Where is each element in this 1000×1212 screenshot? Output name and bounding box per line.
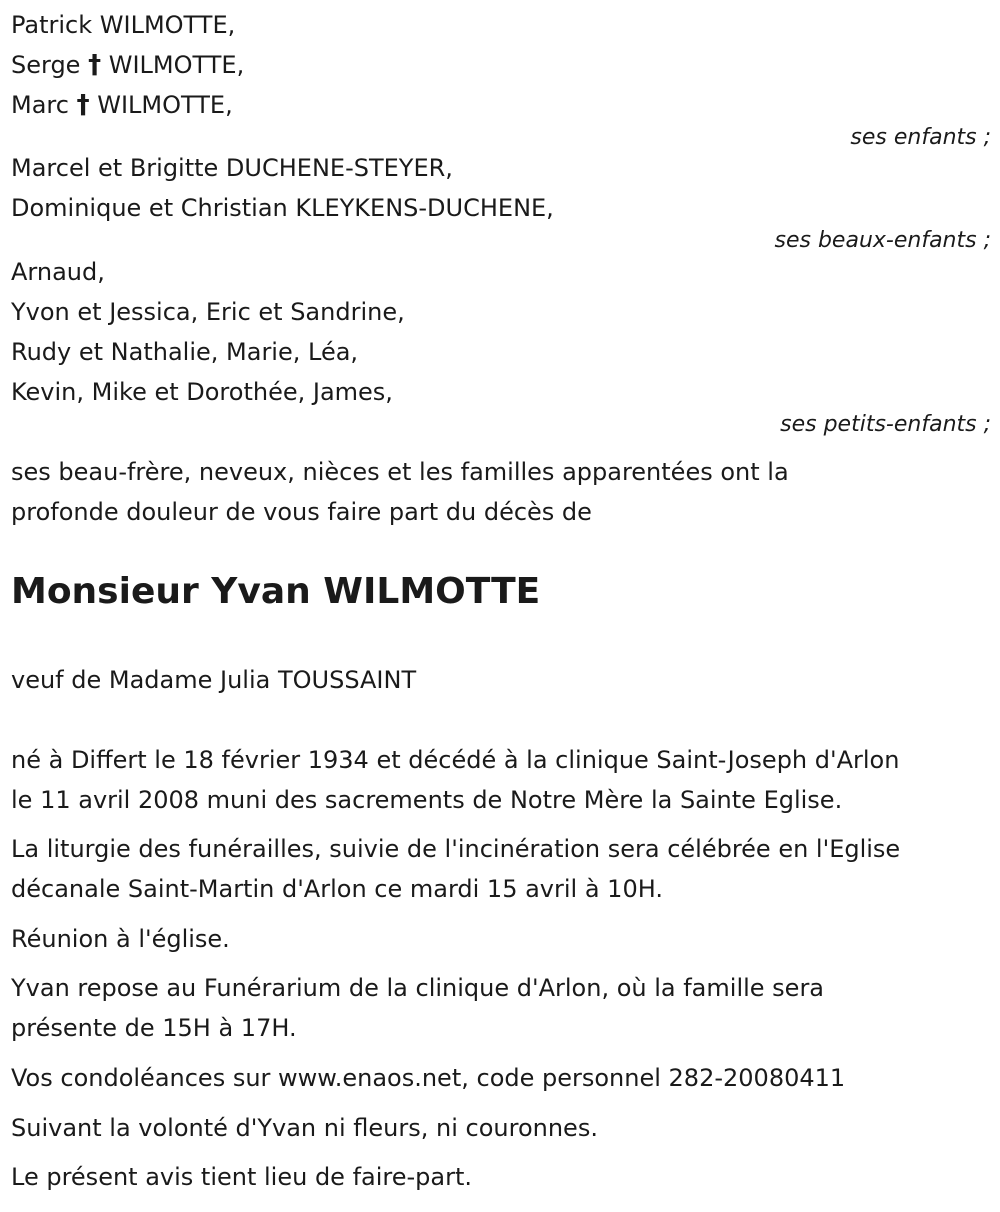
rest-line: Yvan repose au Funérarium de la clinique d'Arlon, où la famille sera — [11, 974, 825, 1002]
meeting-line: Réunion à l'église. — [11, 925, 230, 953]
intro-line: ses beau-frère, neveux, nièces et les familles apparentées ont la — [11, 458, 789, 486]
child-line — [11, 45, 991, 85]
relation-label: ses petits-enfants ; — [780, 412, 991, 437]
condolences-line: Vos condoléances sur www.enaos.net, code personnel 282-20080411 — [11, 1064, 846, 1092]
deceased-name: Monsieur Yvan WILMOTTE — [11, 571, 541, 612]
child-line — [11, 5, 991, 45]
notice-line: Le présent avis tient lieu de faire-part. — [11, 1163, 473, 1191]
birth-death-paragraph — [11, 740, 991, 820]
grandchild-line: Yvon et Jessica, Eric et Sandrine, — [11, 298, 405, 326]
relation-label: ses beaux-enfants ; — [774, 228, 991, 253]
liturgy-paragraph — [11, 829, 991, 909]
child-first-name: Patrick — [11, 11, 93, 39]
cross-icon: † — [76, 90, 90, 120]
flowers-line: Suivant la volonté d'Yvan ni fleurs, ni couronnes. — [11, 1114, 598, 1142]
grandchildren-section — [11, 252, 991, 438]
grandchild-line: Kevin, Mike et Dorothée, James, — [11, 378, 393, 406]
in-law-line: Dominique et Christian KLEYKENS-DUCHENE, — [11, 194, 554, 222]
intro-line: profonde douleur de vous faire part du décès de — [11, 498, 592, 526]
rest-paragraph — [11, 968, 991, 1048]
cross-icon: † — [88, 50, 102, 80]
grandchild-line: Rudy et Nathalie, Marie, Léa, — [11, 338, 359, 366]
birth-death-line: le 11 avril 2008 muni des sacrements de Notre Mère la Sainte Eglise. — [11, 786, 843, 814]
liturgy-line: La liturgie des funérailles, suivie de l'incinération sera célébrée en l'Eglise — [11, 835, 901, 863]
widower-line: veuf de Madame Julia TOUSSAINT — [11, 666, 417, 694]
in-laws-section — [11, 148, 991, 254]
child-line — [11, 85, 991, 125]
child-last-name: WILMOTTE, — [97, 91, 233, 119]
liturgy-line: décanale Saint-Martin d'Arlon ce mardi 15 avril à 10H. — [11, 875, 663, 903]
in-law-line: Marcel et Brigitte DUCHENE-STEYER, — [11, 154, 453, 182]
rest-line: présente de 15H à 17H. — [11, 1014, 297, 1042]
child-last-name: WILMOTTE, — [108, 51, 245, 79]
child-last-name: WILMOTTE, — [99, 11, 236, 39]
children-section — [11, 5, 991, 151]
child-first-name: Serge — [11, 51, 81, 79]
relation-label: ses enfants ; — [850, 125, 991, 150]
birth-death-line: né à Differt le 18 février 1934 et décédé à la clinique Saint-Joseph d'Arlon — [11, 746, 900, 774]
intro-paragraph — [11, 452, 991, 532]
child-first-name: Marc — [11, 91, 69, 119]
grandchild-line: Arnaud, — [11, 258, 105, 286]
